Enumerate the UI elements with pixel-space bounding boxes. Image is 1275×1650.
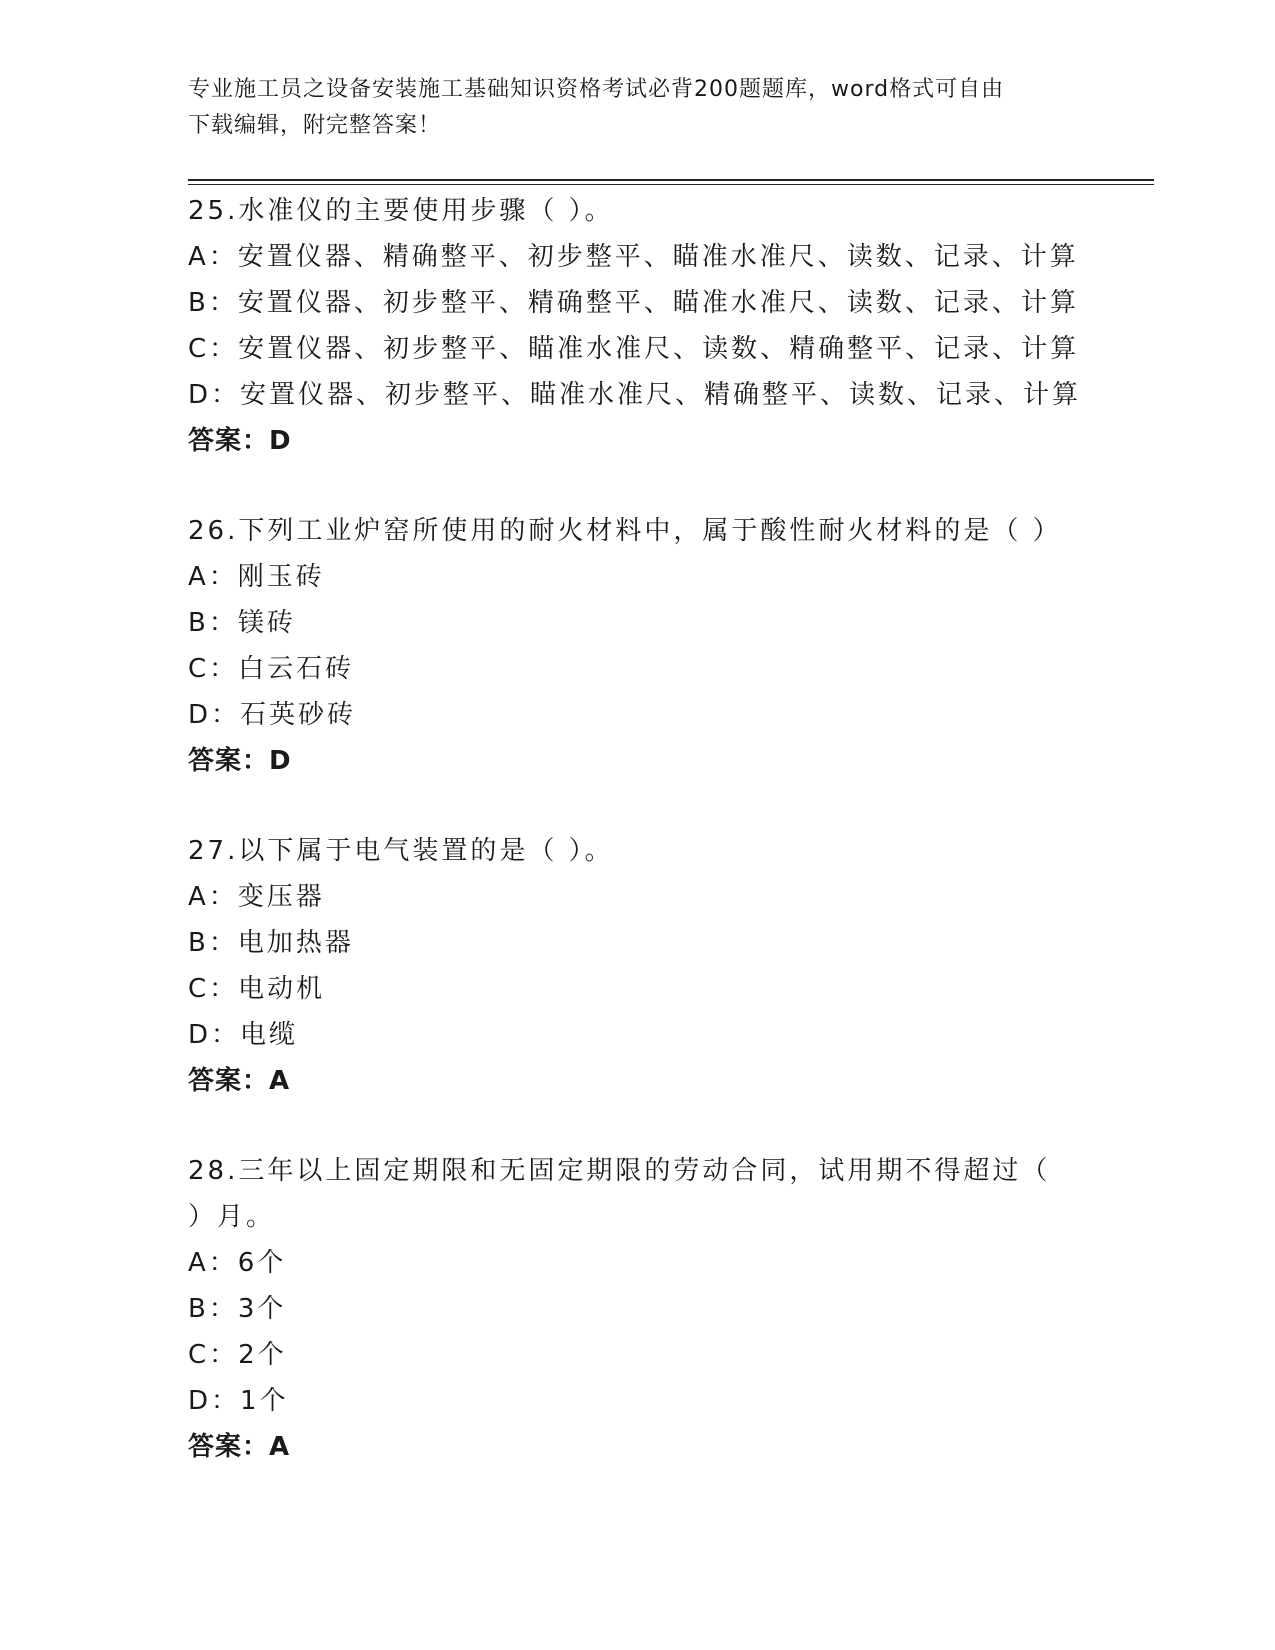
option-c: C：白云石砖 [188,654,355,684]
answer: 答案：A [188,1066,291,1096]
question-stem: 28.三年以上固定期限和无固定期限的劳动合同，试用期不得超过（ [188,1156,1051,1186]
question-stem: 25.水准仪的主要使用步骤（ ）。 [188,196,614,226]
option-a: A：安置仪器、精确整平、初步整平、瞄准水准尺、读数、记录、计算 [188,242,1079,272]
option-b: B：电加热器 [188,928,354,958]
option-a: A：变压器 [188,882,325,912]
option-b: B：镁砖 [188,608,296,638]
answer: 答案：D [188,426,292,456]
option-d: D：1个 [188,1386,289,1416]
option-d: D：电缆 [188,1020,299,1050]
question-25 [188,188,1088,464]
option-d: D：石英砂砖 [188,700,357,730]
option-c: C：2个 [188,1340,287,1370]
question-26 [188,508,1088,784]
answer: 答案：A [188,1432,291,1462]
option-c: C：安置仪器、初步整平、瞄准水准尺、读数、精确整平、记录、计算 [188,334,1080,364]
option-a: A：刚玉砖 [188,562,325,592]
option-b: B：3个 [188,1294,287,1324]
header-divider-thick [188,179,1154,181]
question-28 [188,1148,1088,1470]
question-27 [188,828,1088,1104]
option-b: B：安置仪器、初步整平、精确整平、瞄准水准尺、读数、记录、计算 [188,288,1079,318]
header-line-1: 专业施工员之设备安装施工基础知识资格考试必背200题题库，word格式可自由 [188,77,1005,102]
option-c: C：电动机 [188,974,326,1004]
question-stem: 27.以下属于电气装置的是（ ）。 [188,836,614,866]
question-stem-continued: ）月。 [188,1202,276,1232]
option-a: A：6个 [188,1248,287,1278]
question-stem: 26.下列工业炉窑所使用的耐火材料中，属于酸性耐火材料的是（ ） [188,516,1062,546]
header-line-2: 下载编辑，附完整答案！ [188,113,442,138]
answer: 答案：D [188,746,292,776]
document-header [188,72,1088,144]
header-divider-thin [188,184,1154,185]
option-d: D：安置仪器、初步整平、瞄准水准尺、精确整平、读数、记录、计算 [188,380,1082,410]
